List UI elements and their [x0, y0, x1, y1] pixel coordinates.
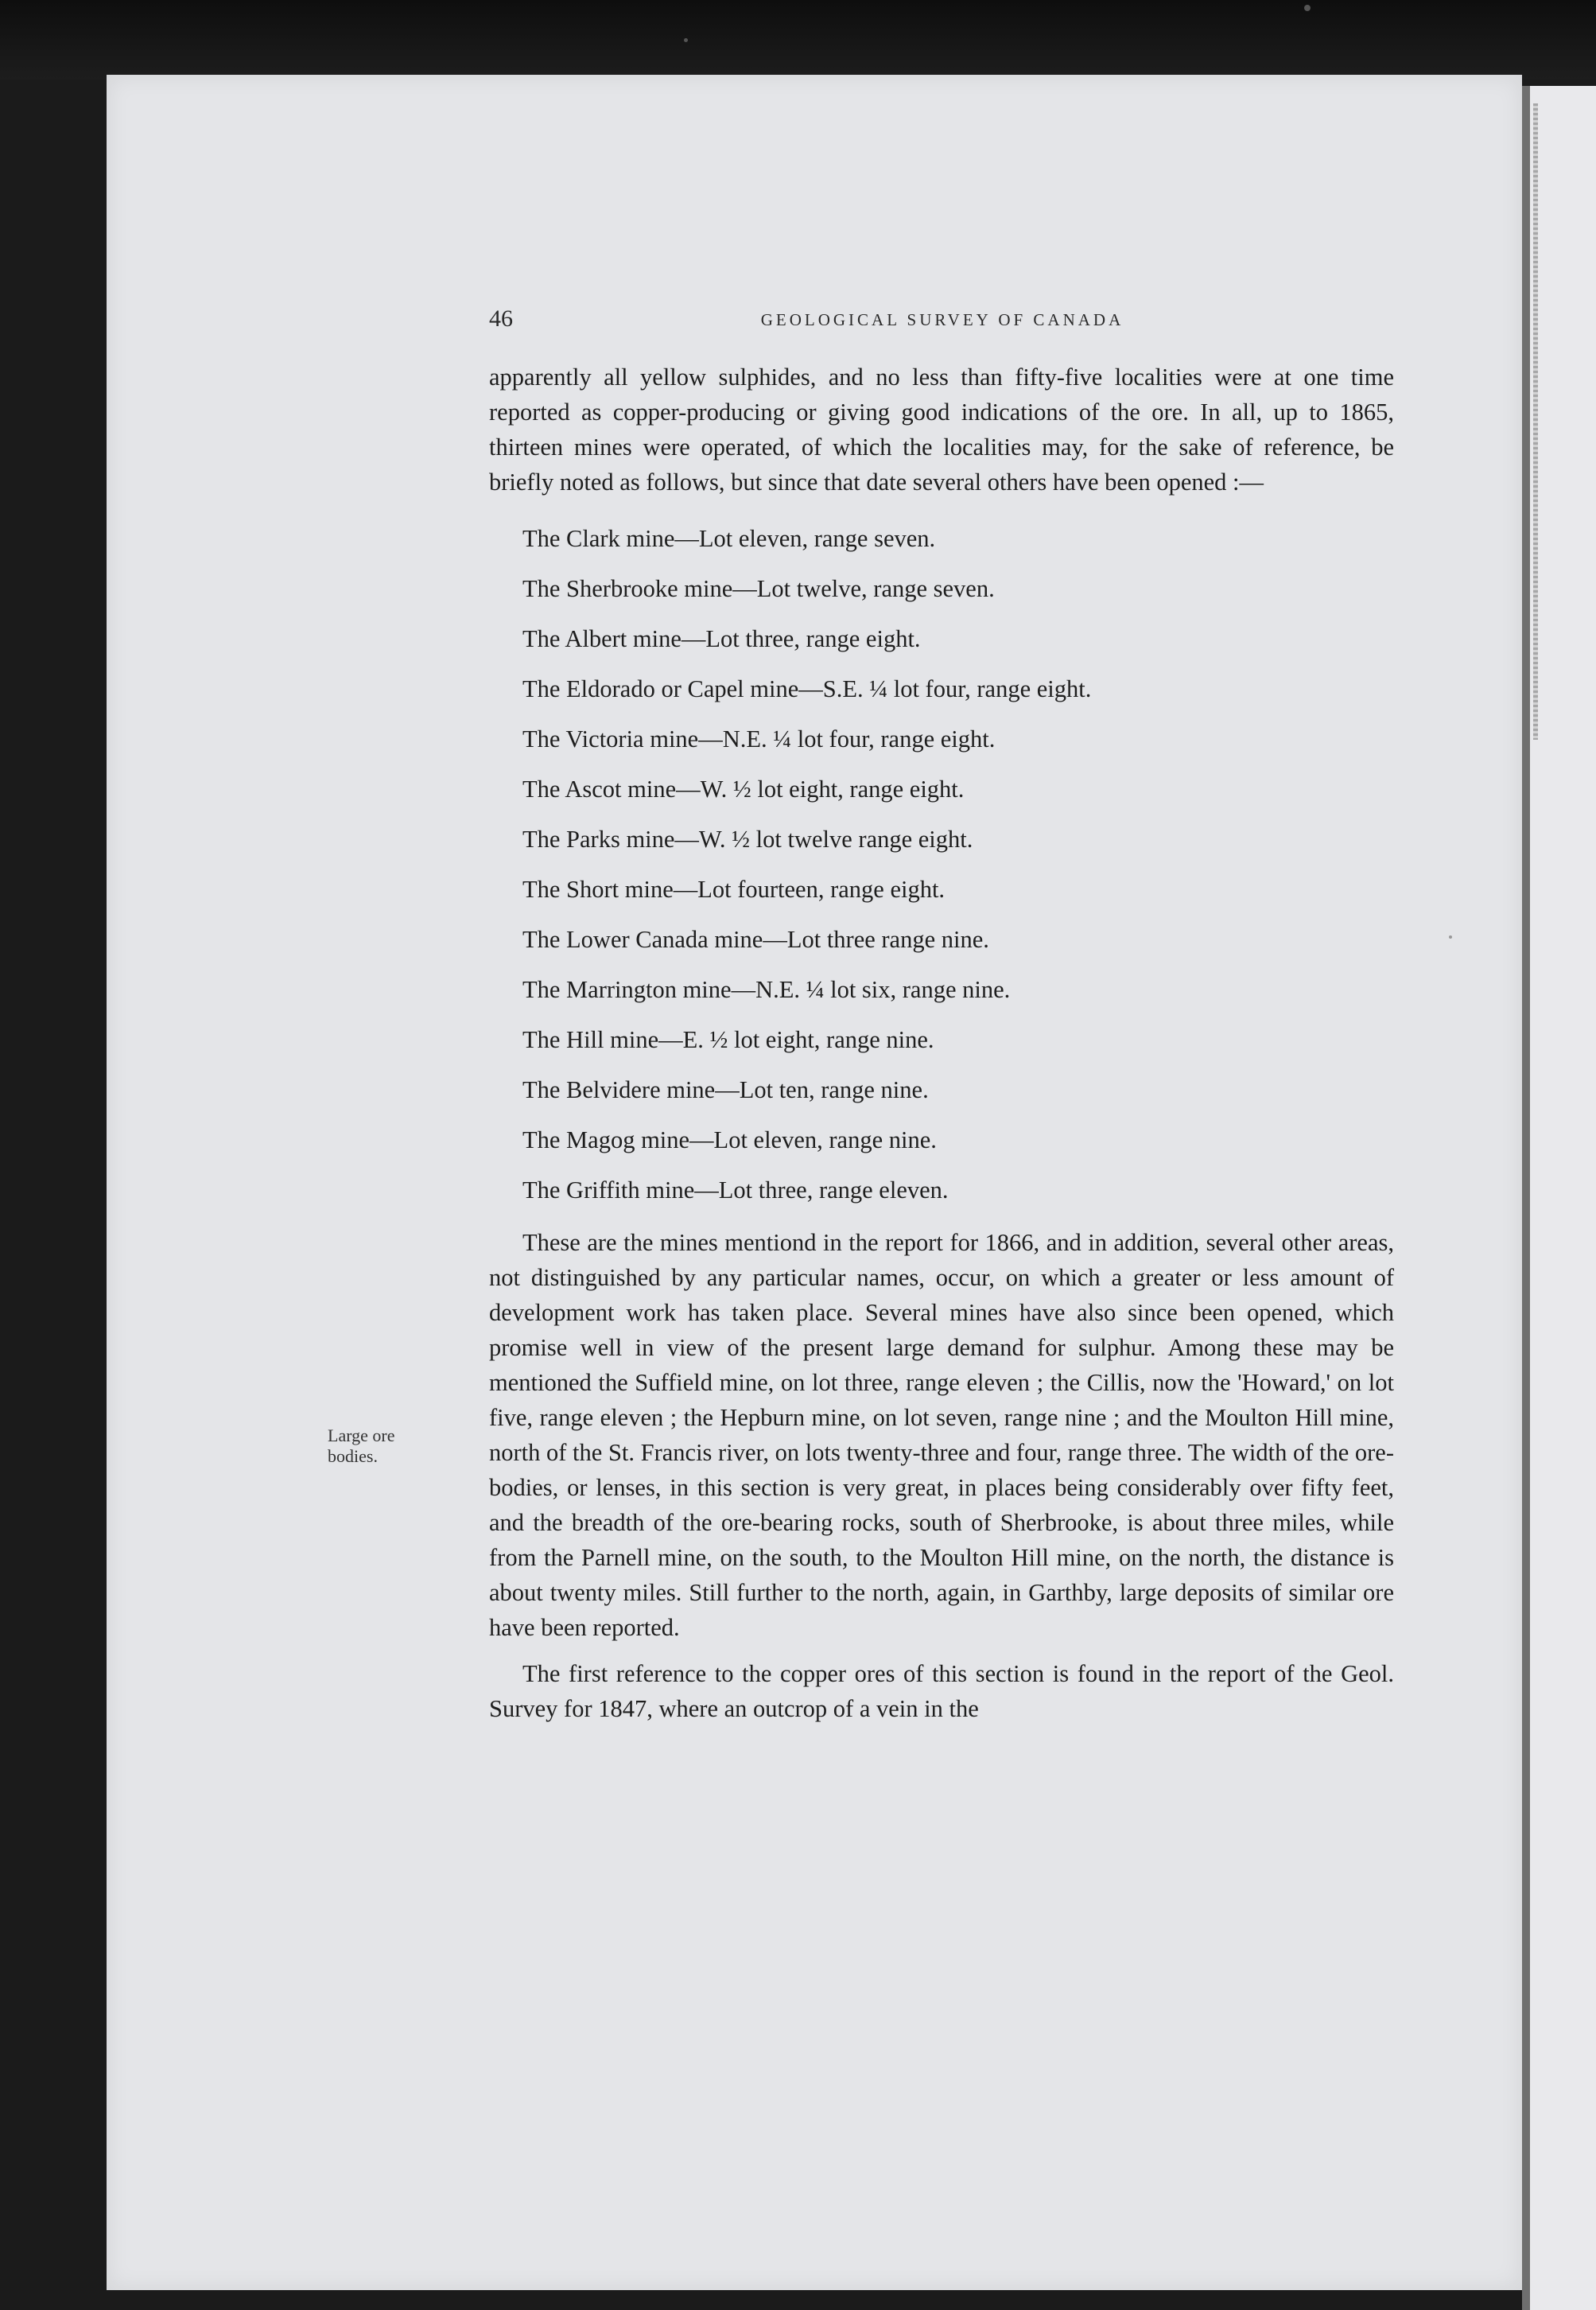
opening-paragraph: apparently all yellow sulphides, and no less than fifty-five localities were at one time reported as copper-producing or giving good indications of the ore. In all, up to 1865, thirteen mines were operated, of which the localities may, for the sake of reference, be briefly noted as follows, but since that date several others have been opened :—: [489, 364, 1394, 496]
mine-list-item: The Short mine—Lot fourteen, range eight.: [522, 876, 946, 903]
mine-list-item: The Albert mine—Lot three, range eight.: [522, 625, 921, 652]
mine-list-item: The Eldorado or Capel mine—S.E. ¼ lot four, range eight.: [522, 675, 1092, 702]
mine-list-item: The Hill mine—E. ½ lot eight, range nine.: [522, 1026, 934, 1053]
mine-list-item: The Victoria mine—N.E. ¼ lot four, range eight.: [522, 725, 996, 752]
mine-list-item: The Clark mine—Lot eleven, range seven.: [522, 525, 936, 552]
running-head: [489, 305, 1396, 337]
mine-list-item: The Parks mine—W. ½ lot twelve range eight.: [522, 826, 973, 853]
dust-speck: [1304, 5, 1311, 11]
mine-list: [489, 514, 1394, 1215]
margin-note: Large ore bodies.: [328, 1425, 395, 1466]
mine-list-item: The Sherbrooke mine—Lot twelve, range seven.: [522, 575, 995, 602]
running-title: GEOLOGICAL SURVEY OF CANADA: [760, 310, 1124, 329]
third-paragraph: The first reference to the copper ores of this section is found in the report of the Geol. Survey for 1847, where an outcrop of a vein in the: [489, 1660, 1394, 1722]
dust-speck: [1449, 935, 1452, 939]
mine-list-item: The Lower Canada mine—Lot three range nine.: [522, 926, 989, 953]
mine-list-item: The Ascot mine—W. ½ lot eight, range eight.: [522, 776, 965, 803]
mine-list-item: The Belvidere mine—Lot ten, range nine.: [522, 1076, 929, 1103]
dust-speck: [684, 38, 688, 42]
body-text: [489, 360, 1394, 1726]
page-number: 46: [489, 305, 513, 332]
scan-background: [0, 0, 1596, 80]
second-paragraph: These are the mines mentiond in the report for 1866, and in addition, several other areas, not distinguished by any particular names, occur, on which a greater or less amount of development work has taken place. Several mines have also since been opened, which promise well in view of the present large demand for sulphur. Among these may be mentioned the Suffield mine, on lot three, range eleven ; the Cillis, now the 'Howard,' on lot five, range eleven ; the Hepburn mine, on lot seven, range nine ; and the Moulton Hill mine, north of the St. Francis river, on lots twenty-three and four, range three. The width of the ore-bodies, or lenses, in this section is very great, in places being considerably over fifty feet, and the breadth of the ore-bearing rocks, south of Sherbrooke, is about three miles, while from the Parnell mine, on the south, to the Moulton Hill mine, on the north, the distance is about twenty miles. Still further to the north, again, in Garthby, large deposits of similar ore have been reported.: [489, 1229, 1394, 1641]
binding-edge: [1533, 103, 1538, 740]
mine-list-item: The Magog mine—Lot eleven, range nine.: [522, 1126, 937, 1153]
mine-list-item: The Marrington mine—N.E. ¼ lot six, range nine.: [522, 976, 1011, 1003]
mine-list-item: The Griffith mine—Lot three, range eleven.: [522, 1176, 949, 1204]
